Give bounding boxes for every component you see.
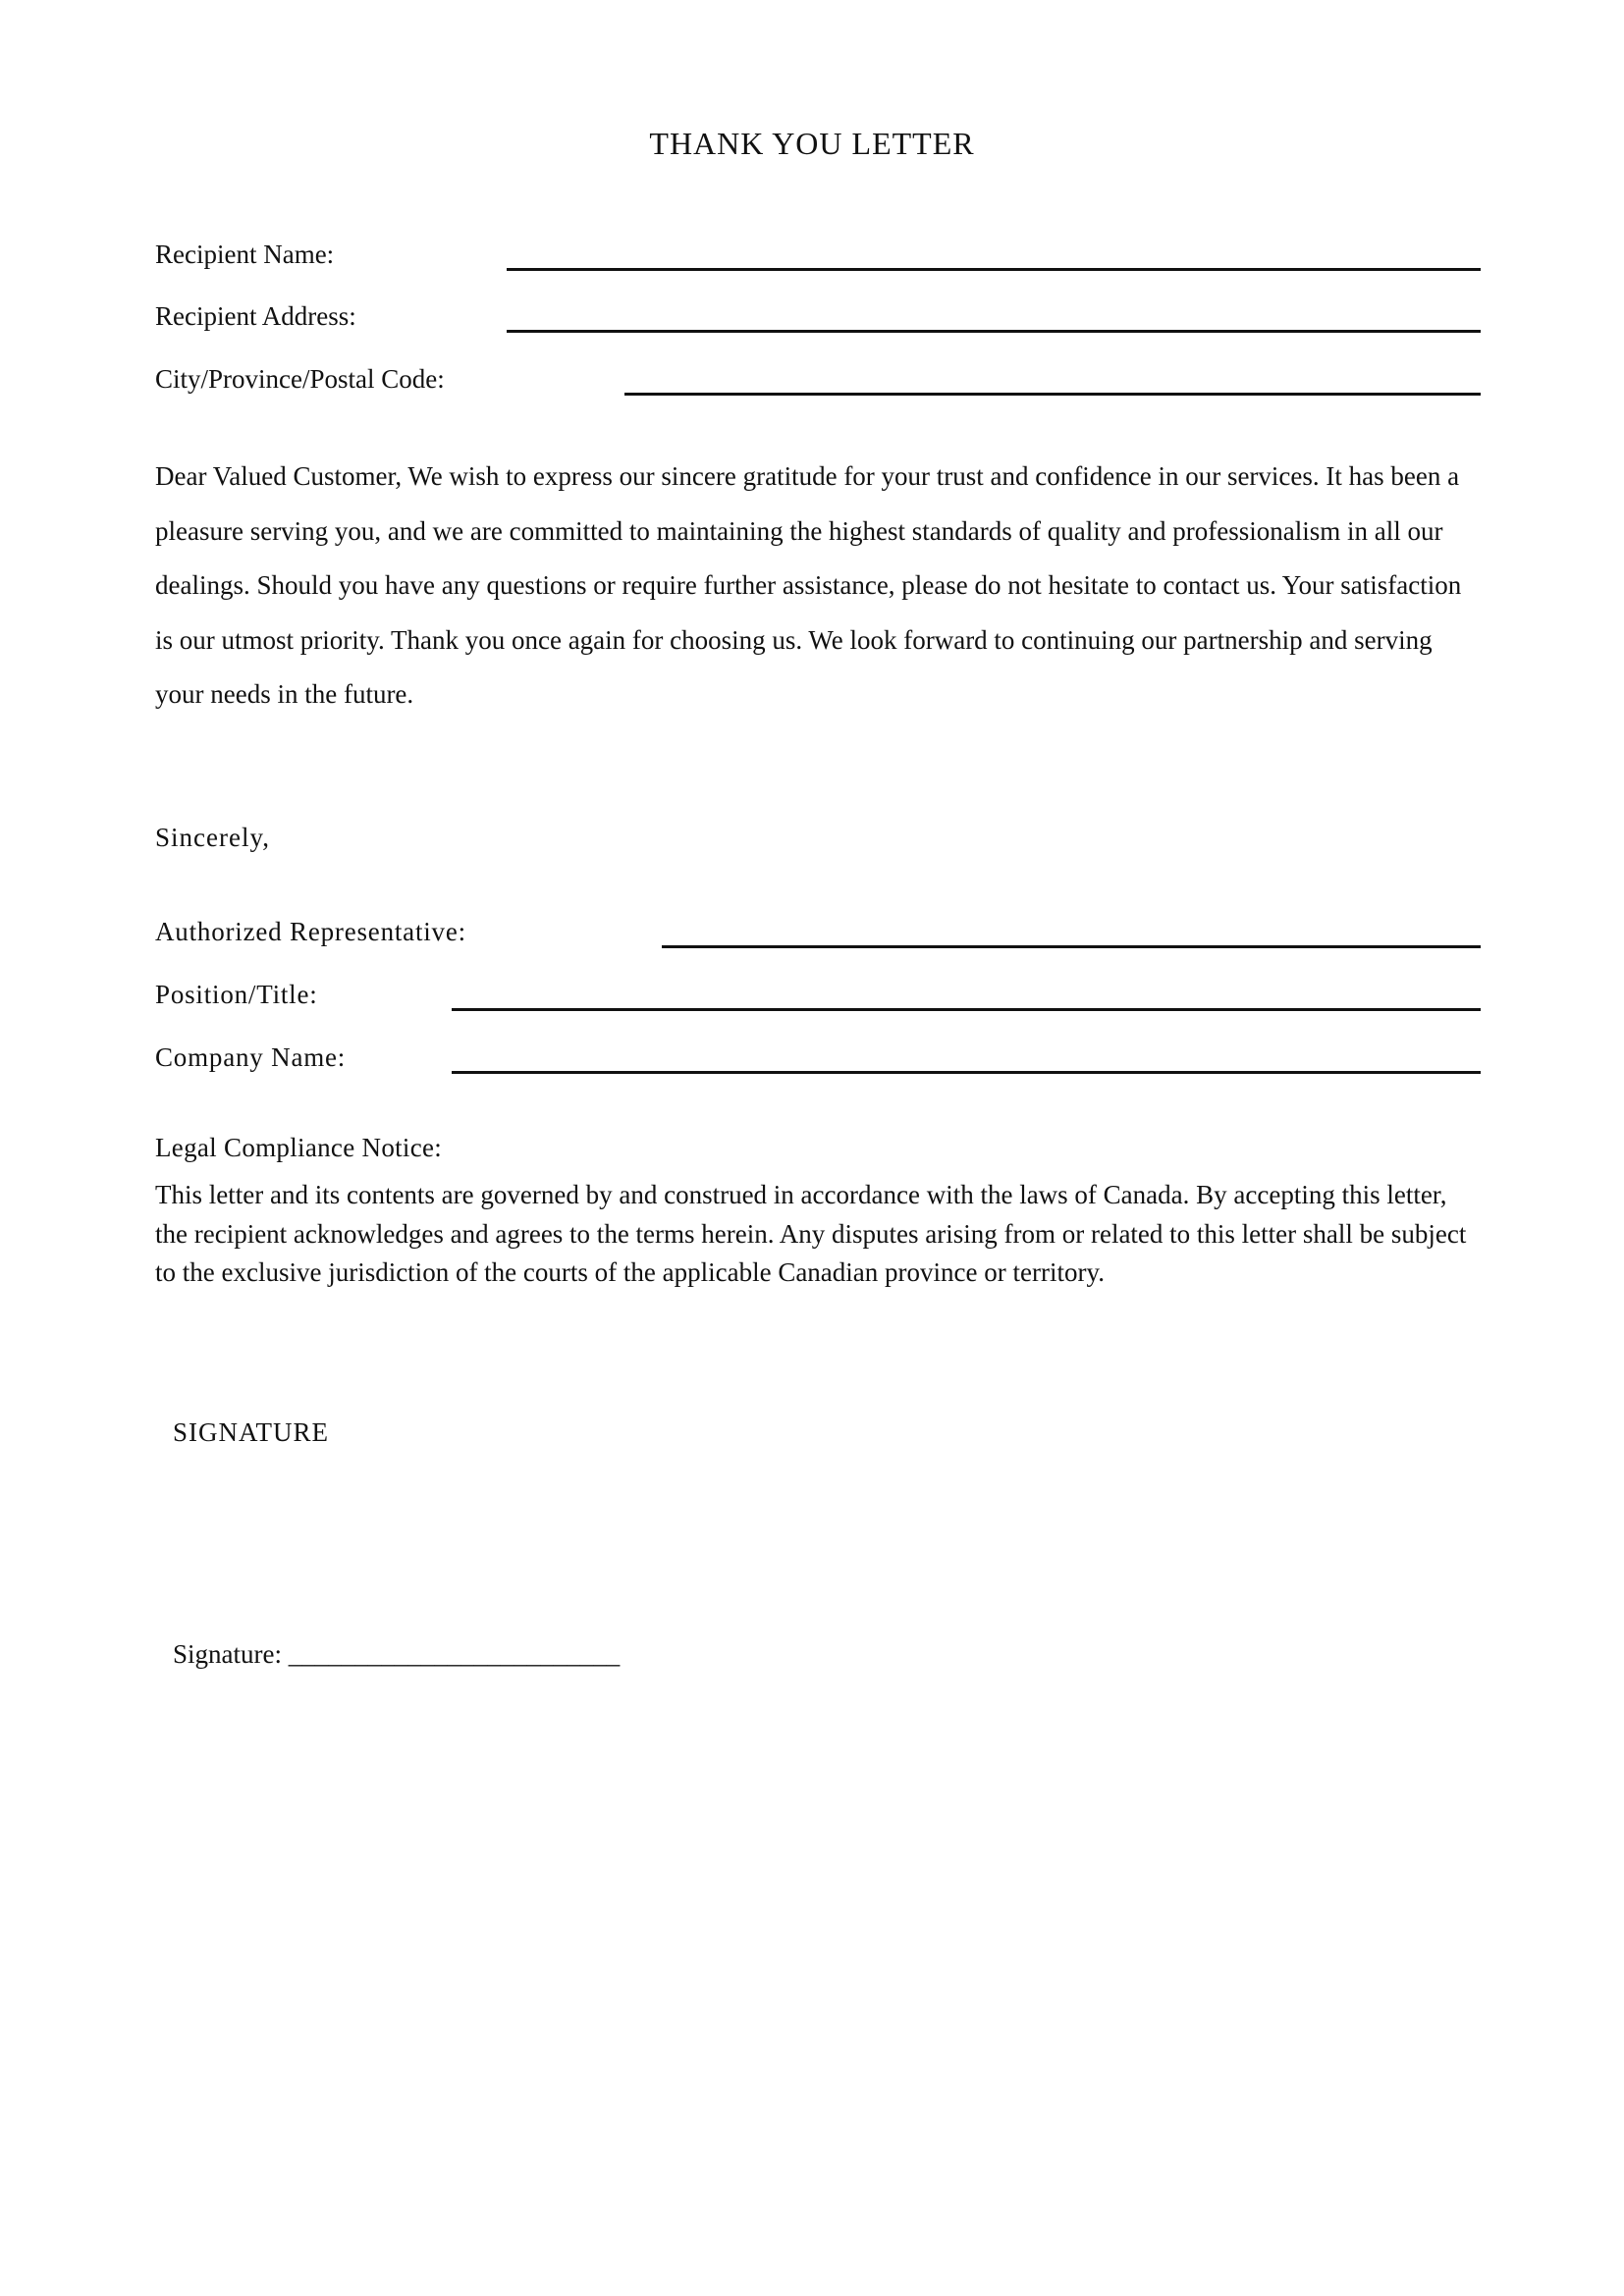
signature-heading: SIGNATURE	[173, 1417, 330, 1447]
city-province-postal-label: City/Province/Postal Code:	[155, 364, 445, 394]
closing-text: Sincerely,	[155, 823, 270, 852]
company-name-line[interactable]	[452, 1071, 1481, 1074]
authorized-representative-line[interactable]	[662, 945, 1481, 948]
document-title: THANK YOU LETTER	[649, 126, 975, 161]
legal-notice-heading: Legal Compliance Notice:	[155, 1133, 443, 1162]
city-province-postal-line[interactable]	[624, 393, 1481, 396]
position-title-label: Position/Title:	[155, 980, 318, 1009]
position-title-line[interactable]	[452, 1008, 1481, 1011]
recipient-name-label: Recipient Name:	[155, 240, 335, 269]
legal-notice-text: This letter and its contents are governed by and construed in accordance with the laws of Canada. By accepting this letter, the recipient acknowledges and agrees to the terms herein. Any disputes arising from or related to this letter shall be subject to the exclusive jurisdiction of the courts of the applicable Canadian province or territory.	[155, 1180, 1467, 1287]
recipient-address-label: Recipient Address:	[155, 301, 356, 331]
signature-line[interactable]: Signature: _________________________	[173, 1639, 621, 1669]
letter-body: Dear Valued Customer, We wish to express our sincere gratitude for your trust and confidence in our services. It has been a pleasure serving you, and we are committed to maintaining the highest standards of quality and professionalism in all our dealings. Should you have any questions or require further assistance, please do not hesitate to contact us. Your satisfaction is our utmost priority. Thank you once again for choosing us. We look forward to continuing our partnership and serving your needs in the future.	[155, 461, 1462, 709]
recipient-name-line[interactable]	[507, 268, 1481, 271]
authorized-representative-label: Authorized Representative:	[155, 917, 466, 946]
recipient-address-line[interactable]	[507, 330, 1481, 333]
company-name-label: Company Name:	[155, 1042, 347, 1072]
